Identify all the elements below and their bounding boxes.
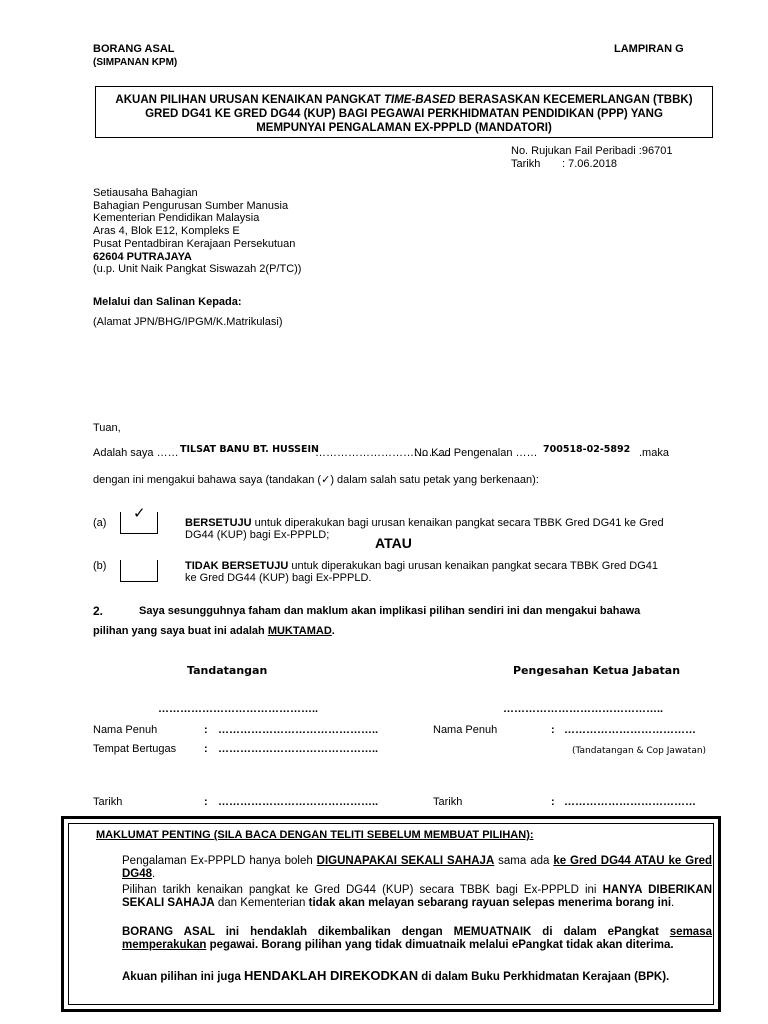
full-name-field-right[interactable]: ………………………………	[564, 724, 696, 736]
file-reference: No. Rujukan Fail Peribadi :96701	[511, 145, 673, 157]
salutation: Tuan,	[93, 422, 121, 434]
workplace-field[interactable]: ……………………………………..	[218, 743, 379, 755]
applicant-name-field[interactable]: TILSAT BANU BT. HUSSEIN	[180, 444, 319, 455]
option-a-text-line-1: BERSETUJU untuk diperakukan bagi urusan kenaikan pangkat secara TBBK Gred DG41 ke Gred	[185, 517, 664, 529]
option-a-text-line-2: DG44 (KUP) bagi Ex-PPPLD;	[185, 529, 330, 541]
or-separator: ATAU	[375, 535, 412, 551]
address-line: Kementerian Pendidikan Malaysia	[93, 212, 260, 225]
important-info-box	[61, 816, 721, 1012]
full-name-field-left[interactable]: ……………………………………..	[218, 724, 379, 736]
form-copy-label: (SIMPANAN KPM)	[93, 57, 178, 68]
colon: :	[551, 724, 555, 736]
option-a-label: (a)	[93, 517, 107, 529]
option-a-checkbox[interactable]	[120, 504, 158, 534]
address-postcode-city: 62604 PUTRAJAYA	[93, 250, 192, 263]
appendix-label: LAMPIRAN G	[614, 43, 684, 55]
section-2-number: 2.	[93, 604, 104, 618]
colon: :	[204, 796, 208, 808]
declaration-instruction: dengan ini mengakui bahawa saya (tandakan (✓) dalam salah satu petak yang berkenaan):	[93, 473, 539, 486]
stamp-note: (Tandatangan & Cop Jawatan)	[572, 746, 707, 756]
ic-suffix: .maka	[639, 447, 669, 459]
name-prefix: Adalah saya ……	[93, 447, 179, 459]
colon: :	[204, 743, 208, 755]
via-label: Melalui dan Salinan Kepada:	[93, 296, 242, 308]
signature-title-left: Tandatangan	[187, 664, 268, 677]
form-title-line-1: AKUAN PILIHAN URUSAN KENAIKAN PANGKAT TIME-BASED BERASASKAN KECEMERLANGAN (TBBK)	[115, 94, 693, 106]
address-line: Setiausaha Bahagian	[93, 187, 198, 199]
info-item-2: Pilihan tarikh kenaikan pangkat ke Gred DG44 (KUP) secara TBBK bagi Ex-PPPLD ini HANYA DIBERIKAN SEKALI SAHAJA dan Kementerian tidak akan melayan sebarang rayuan selepas menerima borang ini.	[122, 884, 712, 909]
recipient-address	[93, 187, 301, 276]
form-title-line-3: MEMPUNYAI PENGALAMAN EX-PPPLD (MANDATORI)	[256, 122, 552, 134]
date-label-left: Tarikh	[93, 796, 123, 808]
option-b-text-line-1: TIDAK BERSETUJU untuk diperakukan bagi urusan kenaikan pangkat secara TBBK Gred DG41	[185, 560, 659, 572]
date-field-right[interactable]: ………………………………	[564, 796, 696, 808]
full-name-label-right: Nama Penuh	[433, 724, 498, 736]
date-field-left[interactable]: ……………………………………..	[218, 796, 379, 808]
signature-line-right[interactable]: ……………………………………..	[503, 703, 664, 715]
checkmark-icon: ✓	[133, 504, 146, 522]
info-item-4: Akuan pilihan ini juga HENDAKLAH DIREKODKAN di dalam Buku Perkhidmatan Kerajaan (BPK).	[122, 968, 670, 983]
form-title-box	[95, 86, 713, 138]
info-item-3: BORANG ASAL ini hendaklah dikembalikan dengan MEMUATNAIK di dalam ePangkat semasa memperakukan pegawai. Borang pilihan yang tidak dimuatnaik melalui ePangkat tidak akan diterima.	[122, 926, 712, 951]
option-b-label: (b)	[93, 560, 107, 572]
important-info-heading: MAKLUMAT PENTING (SILA BACA DENGAN TELITI SEBELUM MEMBUAT PILIHAN):	[96, 829, 534, 841]
ic-number-field[interactable]: 700518-02-5892	[543, 444, 631, 455]
date-label-right: Tarikh	[433, 796, 463, 808]
section-2-line-2: pilihan yang saya buat ini adalah MUKTAMAD.	[93, 625, 335, 637]
via-address-hint: (Alamat JPN/BHG/IPGM/K.Matrikulasi)	[93, 316, 283, 328]
signature-line-left[interactable]: ……………………………………..	[158, 703, 319, 715]
form-title-line-2: GRED DG41 KE GRED DG44 (KUP) BAGI PEGAWAI PERKHIDMATAN PENDIDIKAN (PPP) YANG	[145, 108, 663, 120]
option-b-text-line-2: ke Gred DG44 (KUP) bagi Ex-PPPLD.	[185, 572, 372, 584]
signature-title-right: Pengesahan Ketua Jabatan	[513, 664, 681, 677]
address-attention: (u.p. Unit Naik Pangkat Siswazah 2(P/TC))	[93, 263, 302, 276]
colon: :	[204, 724, 208, 736]
workplace-label: Tempat Bertugas	[93, 743, 177, 755]
address-line: Bahagian Pengurusan Sumber Manusia	[93, 199, 289, 212]
address-line: Pusat Pentadbiran Kerajaan Persekutuan	[93, 237, 296, 250]
tick-symbol-icon: ✓	[321, 473, 331, 486]
address-line: Aras 4, Blok E12, Kompleks E	[93, 225, 240, 238]
info-item-1: Pengalaman Ex-PPPLD hanya boleh DIGUNAPAKAI SEKALI SAHAJA sama ada ke Gred DG44 ATAU ke Gred DG48.	[122, 855, 712, 880]
reference-date-label: Tarikh	[511, 158, 541, 170]
section-2-line-1: Saya sesungguhnya faham dan maklum akan implikasi pilihan sendiri ini dan mengakui bahawa	[139, 605, 641, 617]
final-emphasis: MUKTAMAD	[267, 625, 332, 637]
full-name-label-left: Nama Penuh	[93, 724, 158, 736]
name-dots: ……………………………….	[315, 447, 451, 459]
form-type-label: BORANG ASAL	[93, 43, 175, 55]
ic-label: No Kad Pengenalan ……	[414, 447, 538, 459]
option-b-checkbox[interactable]	[120, 560, 158, 582]
colon: :	[551, 796, 555, 808]
reference-date-value: : 7.06.2018	[562, 158, 618, 170]
